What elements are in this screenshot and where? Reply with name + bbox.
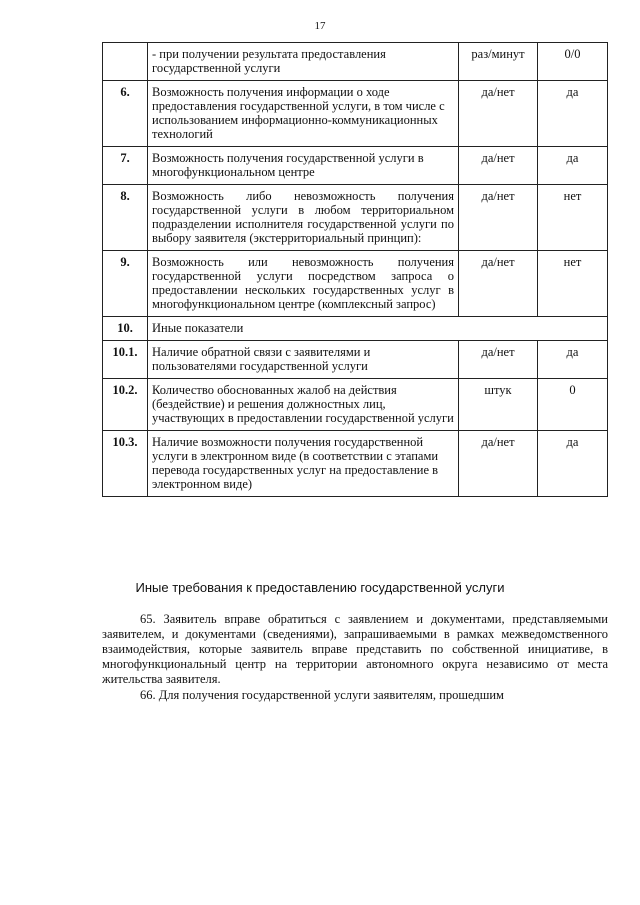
row-value: 0 bbox=[538, 379, 608, 431]
row-description: Наличие возможности получения государственной услуги в электронном виде (в соответствии с этапами перевода государственных услуг на предоставление в электронном виде) bbox=[148, 431, 459, 497]
table-row bbox=[103, 379, 608, 431]
row-number: 10. bbox=[103, 317, 148, 341]
row-number bbox=[103, 43, 148, 81]
page-number: 17 bbox=[314, 20, 326, 32]
row-description: Возможность получения информации о ходе предоставления государственной услуги, в том числе с использованием информационно-коммуникационных технологий bbox=[148, 81, 459, 147]
table-row bbox=[103, 147, 608, 185]
row-value: нет bbox=[538, 185, 608, 251]
row-unit: да/нет bbox=[459, 341, 538, 379]
row-description: Возможность либо невозможность получения государственной услуги в любом территориальном подразделении исполнителя государственной услуги по выбору заявителя (экстерриториальный принцип): bbox=[148, 185, 459, 251]
table-row bbox=[103, 43, 608, 81]
row-description: - при получении результата предоставления государственной услуги bbox=[148, 43, 459, 81]
table-row bbox=[103, 81, 608, 147]
row-unit: раз/минут bbox=[459, 43, 538, 81]
row-value: да bbox=[538, 147, 608, 185]
row-number: 8. bbox=[103, 185, 148, 251]
row-value: 0/0 bbox=[538, 43, 608, 81]
table-row bbox=[103, 185, 608, 251]
paragraph-66 bbox=[102, 688, 608, 703]
row-number: 9. bbox=[103, 251, 148, 317]
row-description: Иные показатели bbox=[148, 317, 608, 341]
row-unit: да/нет bbox=[459, 251, 538, 317]
row-unit: да/нет bbox=[459, 147, 538, 185]
indicators-table bbox=[102, 42, 608, 497]
paragraph-66-text: 66. Для получения государственной услуги заявителям, прошедшим bbox=[140, 688, 504, 702]
row-number: 7. bbox=[103, 147, 148, 185]
row-unit: да/нет bbox=[459, 185, 538, 251]
table-row bbox=[103, 251, 608, 317]
row-value: да bbox=[538, 81, 608, 147]
row-description: Возможность или невозможность получения государственной услуги посредством запроса о предоставлении нескольких государственных услуг в многофункциональном центре (комплексный запрос) bbox=[148, 251, 459, 317]
table-row bbox=[103, 431, 608, 497]
row-number: 6. bbox=[103, 81, 148, 147]
row-unit: да/нет bbox=[459, 431, 538, 497]
row-value: нет bbox=[538, 251, 608, 317]
table-row bbox=[103, 341, 608, 379]
row-description: Количество обоснованных жалоб на действия (бездействие) и решения должностных лиц, участвующих в предоставлении государственной услуги bbox=[148, 379, 459, 431]
row-value: да bbox=[538, 341, 608, 379]
row-number: 10.2. bbox=[103, 379, 148, 431]
row-description: Наличие обратной связи с заявителями и пользователями государственной услуги bbox=[148, 341, 459, 379]
row-number: 10.1. bbox=[103, 341, 148, 379]
row-description: Возможность получения государственной услуги в многофункциональном центре bbox=[148, 147, 459, 185]
table-section-row bbox=[103, 317, 608, 341]
section-title: Иные требования к предоставлению государственной услуги bbox=[135, 580, 505, 595]
row-unit: да/нет bbox=[459, 81, 538, 147]
paragraph-65-text: 65. Заявитель вправе обратиться с заявлением и документами, представляемыми заявителем, и документами (сведениями), запрашиваемыми в рамках межведомственного взаимодействия, которые заявитель вправе представить по собственной инициативе, в многофункциональный центр на территории автономного округа независимо от места жительства заявителя. bbox=[102, 612, 608, 686]
row-unit: штук bbox=[459, 379, 538, 431]
row-number: 10.3. bbox=[103, 431, 148, 497]
row-value: да bbox=[538, 431, 608, 497]
paragraph-65 bbox=[102, 612, 608, 687]
